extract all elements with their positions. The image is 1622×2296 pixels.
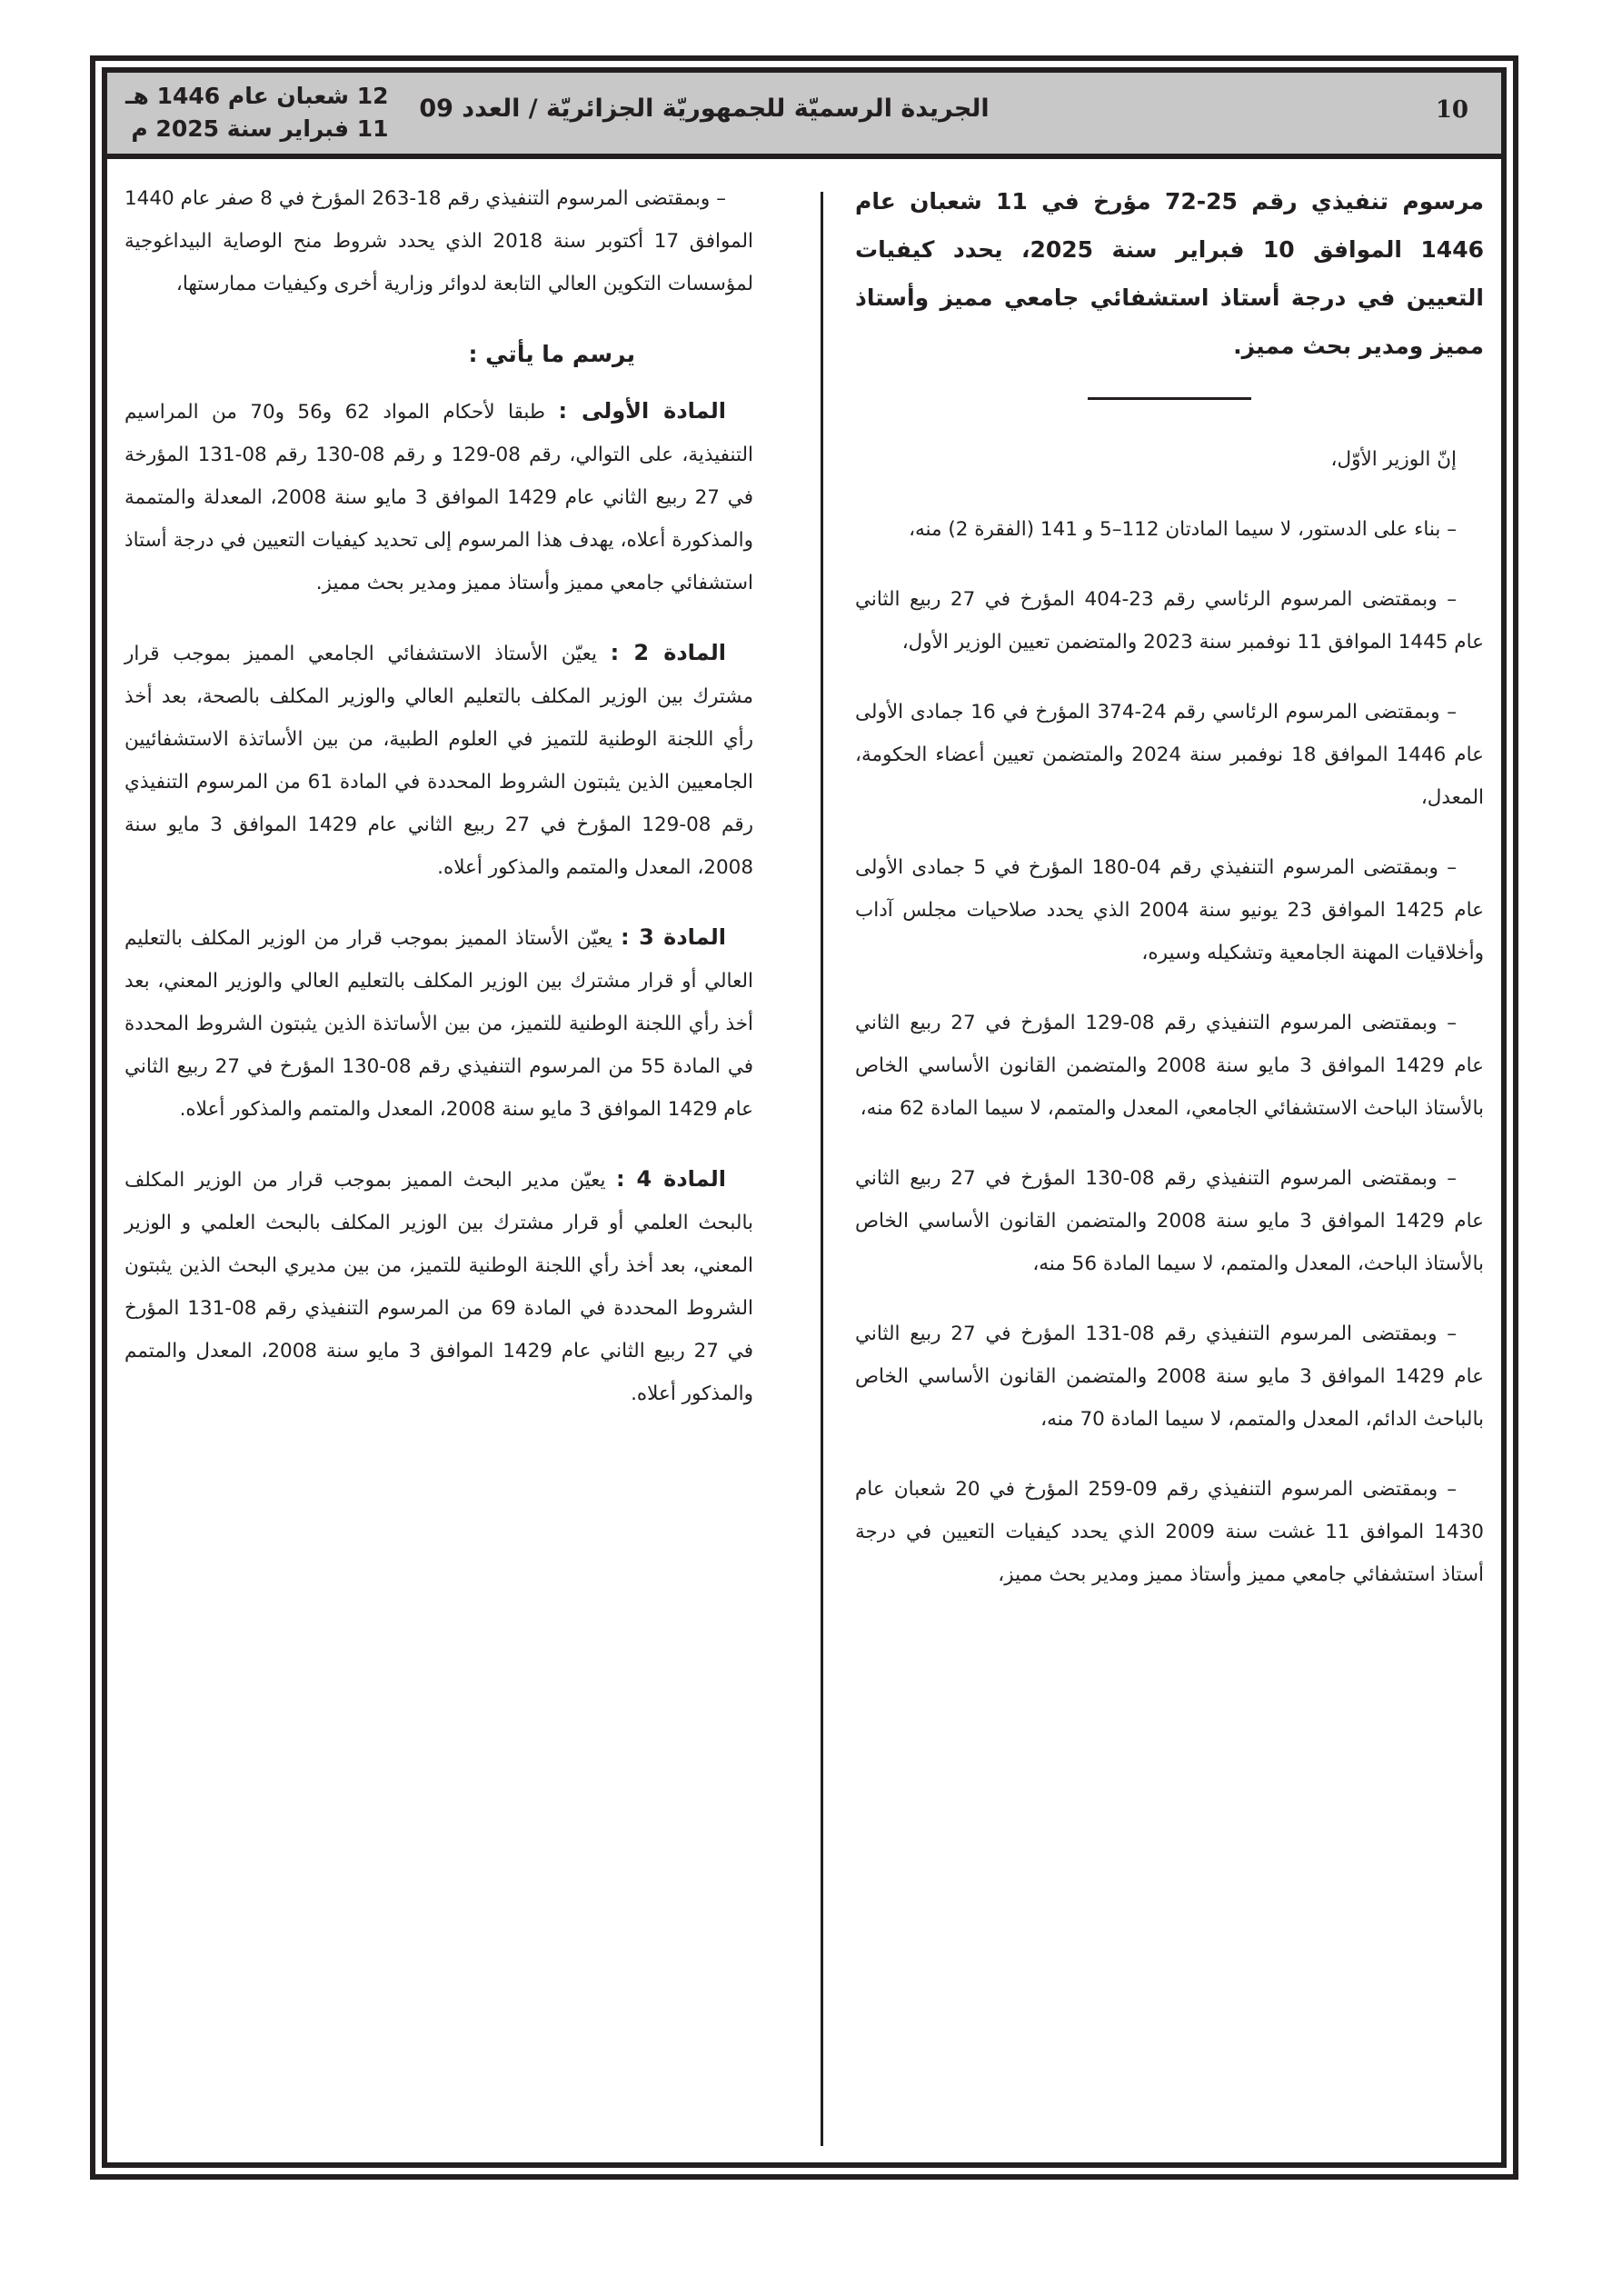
page-number: 10 <box>1435 96 1468 124</box>
column-divider <box>821 192 823 2146</box>
article-text: يعيّن الأستاذ المميز بموجب قرار من الوزير المكلف بالتعليم العالي أو قرار مشترك بين الوزير المكلف بالتعليم العالي والوزير المعني، بعد أخذ رأي اللجنة الوطنية للتميز، من بين الأساتذة الذين يثبتون الشروط المحددة في المادة 55 من المرسوم التنفيذي رقم 08-130 المؤرخ في 27 ربيع الثاني عام 1429 الموافق 3 مايو سنة 2008، المعدل والمتمم والمذكور أعلاه. <box>124 927 754 1121</box>
title-separator <box>1088 397 1251 400</box>
decree-title: مرسوم تنفيذي رقم 25-72 مؤرخ في 11 شعبان عام 1446 الموافق 10 فبراير سنة 2025، يحدد كيفيات التعيين في درجة أستاذ استشفائي جامعي مميز وأستاذ مميز ومدير بحث مميز. <box>855 188 1484 359</box>
article-label: المادة 4 : <box>615 1166 726 1192</box>
right-column <box>855 177 1484 1623</box>
page-frame-outer <box>90 55 1518 2180</box>
article-4 <box>124 1158 753 1415</box>
visa-paragraph: – وبمقتضى المرسوم التنفيذي رقم 08-130 المؤرخ في 27 ربيع الثاني عام 1429 الموافق 3 مايو سنة 2008 والمتضمن القانون الأساسي الخاص بالأستاذ الباحث، المعدل والمتمم، لا سيما المادة 56 منه، <box>855 1167 1484 1275</box>
article-text: طبقا لأحكام المواد 62 و56 و70 من المراسيم التنفيذية، على التوالي، رقم 08-129 و رقم 08-130 رقم 08-131 المؤرخة في 27 ربيع الثاني عام 1429 الموافق 3 مايو سنة 2008، المعدلة والمتممة والمذكورة أعلاه، يهدف هذا المرسوم إلى تحديد كيفيات التعيين في درجة أستاذ استشفائي جامعي مميز وأستاذ مميز ومدير بحث مميز. <box>124 401 753 594</box>
visa-paragraph: – بناء على الدستور، لا سيما المادتان 112–5 و 141 (الفقرة 2) منه، <box>909 518 1457 541</box>
article-text: يعيّن مدير البحث المميز بموجب قرار من الوزير المكلف بالبحث العلمي أو قرار مشترك بين الوزير المكلف بالبحث العلمي و الوزير المعني، بعد أخذ رأي اللجنة الوطنية للتميز، من بين مديري البحث الذين يثبتون الشروط المحددة في المادة 69 من المرسوم التنفيذي رقم 08-131 المؤرخ في 27 ربيع الثاني عام 1429 الموافق 3 مايو سنة 2008، المعدل والمتمم والمذكور أعلاه. <box>124 1169 754 1405</box>
decrees-heading: يرسم ما يأتي : <box>468 341 635 367</box>
page-header <box>107 73 1501 159</box>
visa-paragraph: – وبمقتضى المرسوم التنفيذي رقم 08-129 المؤرخ في 27 ربيع الثاني عام 1429 الموافق 3 مايو سنة 2008 والمتضمن القانون الأساسي الخاص بالأستاذ الباحث الاستشفائي الجامعي، المعدل والمتمم، لا سيما المادة 62 منه، <box>855 1012 1484 1120</box>
page-frame-inner <box>102 67 1507 2168</box>
article-2 <box>124 632 753 889</box>
visa-paragraph: – وبمقتضى المرسوم التنفيذي رقم 18-263 المؤرخ في 8 صفر عام 1440 الموافق 17 أكتوبر سنة 2018 الذي يحدد شروط منح الوصاية البيداغوجية لمؤسسات التكوين العالي التابعة لدوائر وزارية أخرى وكيفيات ممارستها، <box>124 187 754 295</box>
article-label: المادة 2 : <box>610 640 727 665</box>
visa-paragraph: – وبمقتضى المرسوم التنفيذي رقم 09-259 المؤرخ في 20 شعبان عام 1430 الموافق 11 غشت سنة 2009 الذي يحدد كيفيات التعيين في درجة أستاذ استشفائي جامعي مميز وأستاذ مميز ومدير بحث مميز، <box>855 1478 1484 1586</box>
article-3 <box>124 916 753 1131</box>
article-text: يعيّن الأستاذ الاستشفائي الجامعي المميز بموجب قرار مشترك بين الوزير المكلف بالتعليم العالي والوزير المكلف بالصحة، بعد أخذ رأي اللجنة الوطنية للتميز في العلوم الطبية، من بين الأساتذة الاستشفائيين الجامعيين الذين يثبتون الشروط المحددة في المادة 61 من المرسوم التنفيذي رقم 08-129 المؤرخ في 27 ربيع الثاني عام 1429 الموافق 3 مايو سنة 2008، المعدل والمتمم والمذكور أعلاه. <box>124 643 753 879</box>
date-gregorian: 11 فبراير سنة 2025 م <box>131 115 389 142</box>
issue-date <box>125 80 389 145</box>
visa-paragraph: – وبمقتضى المرسوم التنفيذي رقم 04-180 المؤرخ في 5 جمادى الأولى عام 1425 الموافق 23 يونيو سنة 2004 الذي يحدد صلاحيات مجلس آداب وأخلاقيات المهنة الجامعية وتشكيله وسيره، <box>855 856 1484 964</box>
date-hijri: 12 شعبان عام 1446 هـ <box>125 83 389 109</box>
visa-paragraph: – وبمقتضى المرسوم التنفيذي رقم 08-131 المؤرخ في 27 ربيع الثاني عام 1429 الموافق 3 مايو سنة 2008 والمتضمن القانون الأساسي الخاص بالباحث الدائم، المعدل والمتمم، لا سيما المادة 70 منه، <box>855 1323 1484 1431</box>
journal-title: الجريدة الرسميّة للجمهوريّة الجزائريّة / العدد 09 <box>419 95 990 123</box>
article-label: المادة 3 : <box>621 924 727 950</box>
visa-paragraph: – وبمقتضى المرسوم الرئاسي رقم 24-374 المؤرخ في 16 جمادى الأولى عام 1446 الموافق 18 نوفمبر سنة 2024 والمتضمن تعيين أعضاء الحكومة، المعدل، <box>855 701 1484 809</box>
article-1 <box>124 390 753 604</box>
article-label: المادة الأولى : <box>558 398 727 424</box>
left-column <box>124 177 753 1442</box>
decree-intro: إنّ الوزير الأوّل، <box>1330 448 1457 471</box>
visa-paragraph: – وبمقتضى المرسوم الرئاسي رقم 23-404 المؤرخ في 27 ربيع الثاني عام 1445 الموافق 11 نوفمبر سنة 2023 والمتضمن تعيين الوزير الأول، <box>855 588 1484 654</box>
